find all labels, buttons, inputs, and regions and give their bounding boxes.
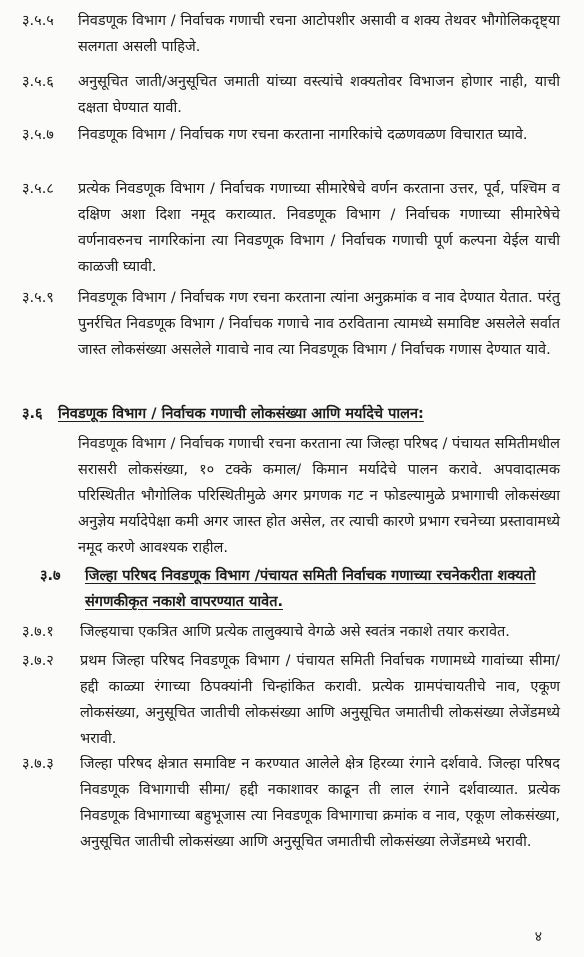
section-number: ३.६ — [22, 406, 43, 422]
clause-text: जिल्हा परिषद क्षेत्रात समाविष्ट न करण्यात आलेले क्षेत्र हिरव्या रंगाने दर्शवावे. जिल्हा परिषद निवडणूक विभागाची सीमा/ हद्दी नकाशावर काढून ती लाल रंगाने दर्शवाव्यात. प्रत्येक निवडणूक विभागाच्या बहुभूजास त्या निवडणूक विभागाचा क्रमांक व नाव, एकूण लोकसंख्या, अनुसूचित जातीची लोकसंख्या आणि अनुसूचित जमातीची लोकसंख्या लेजेंडमध्ये भरावी. — [80, 756, 560, 850]
clause-number: ३.५.६ — [22, 74, 54, 90]
section-heading: जिल्हा परिषद निवडणूक विभाग /पंचायत समिती निर्वाचक गणाच्या रचनेकरीता शक्यतो संगणकीकृत नकाशे वापरण्यात यावेत. — [85, 568, 536, 610]
clause-text: प्रथम जिल्हा परिषद निवडणूक विभाग / पंचायत समिती निर्वाचक गणामध्ये गावांच्या सीमा/ हद्दी काळ्या रंगाच्या ठिपक्यांनी चिन्हांकित करावी. प्रत्येक ग्रामपंचायतीचे नाव, एकूण लोकसंख्या, अनुसूचित जातीची लोकसंख्या आणि अनुसूचित जमातीची लोकसंख्या लेजेंडमध्ये भरावी. — [80, 653, 560, 747]
clause-text: निवडणूक विभाग / निर्वाचक गण रचना करताना त्यांना अनुक्रमांक व नाव देण्यात येतात. परंतु पुनर्रचित निवडणूक विभाग / निर्वाचक गणाचे नाव ठरविताना त्यामध्ये समाविष्ट असलेले सर्वात जास्त लोकसंख्या असलेले गावाचे नाव त्या निवडणूक विभाग / निर्वाचक गणास देण्यात यावे. — [78, 290, 560, 358]
clause-number: ३.७.१ — [22, 624, 54, 640]
clause-number: ३.७.२ — [22, 653, 54, 669]
section-heading: निवडणूक विभाग / निर्वाचक गणाची लोकसंख्या आणि मर्यादेचे पालन: — [58, 406, 424, 422]
section-number: ३.७ — [40, 568, 61, 584]
clause-text: निवडणूक विभाग / निर्वाचक गणाची रचना आटोपशीर असावी व शक्य तेथवर भौगोलिकदृष्ट्या सलगता असली पाहिजे. — [78, 13, 560, 55]
clause-number: ३.५.८ — [22, 181, 54, 197]
clause-number: ३.५.९ — [22, 290, 54, 306]
clause-text: अनुसूचित जाती/अनुसूचित जमाती यांच्या वस्त्यांचे शक्यतोवर विभाजन होणार नाही, याची दक्षता घेण्यात यावी. — [78, 74, 560, 116]
clause-text: जिल्हयाचा एकत्रित आणि प्रत्येक तालुक्याचे वेगळे असे स्वतंत्र नकाशे तयार करावेत. — [80, 624, 510, 640]
section-text: निवडणूक विभाग / निर्वाचक गणाची रचना करताना त्या जिल्हा परिषद / पंचायत समितीमधील सरासरी लोकसंख्या, १० टक्के कमाल/ किमान मर्यादेचे पालन करावे. अपवादात्मक परिस्थितीत भौगोलिक परिस्थितीमुळे अगर प्रगणक गट न फोडल्यामुळे प्रभागाची लोकसंख्या अनुज्ञेय मर्यादेपेक्षा कमी अगर जास्त होत असेल, तर त्याची कारणे प्रभाग रचनेच्या प्रस्तावामध्ये नमूद करणे आवश्यक राहील. — [78, 436, 560, 556]
clause-text: निवडणूक विभाग / निर्वाचक गण रचना करताना नागरिकांचे दळणवळण विचारात घ्यावे. — [78, 127, 528, 143]
clause-number: ३.५.७ — [22, 127, 54, 143]
clause-text: प्रत्येक निवडणूक विभाग / निर्वाचक गणाच्या सीमारेषेचे वर्णन करताना उत्तर, पूर्व, पश्चिम व दक्षिण अशा दिशा नमूद कराव्यात. निवडणूक विभाग / निर्वाचक गणाच्या सीमारेषेचे वर्णनावरुनच नागरिकांना त्या निवडणूक विभाग / निर्वाचक गणाची पूर्ण कल्पना येईल याची काळजी घ्यावी. — [78, 181, 560, 275]
clause-number: ३.७.३ — [22, 756, 54, 772]
page-number: ४ — [534, 929, 542, 945]
clause-number: ३.५.५ — [22, 13, 54, 29]
